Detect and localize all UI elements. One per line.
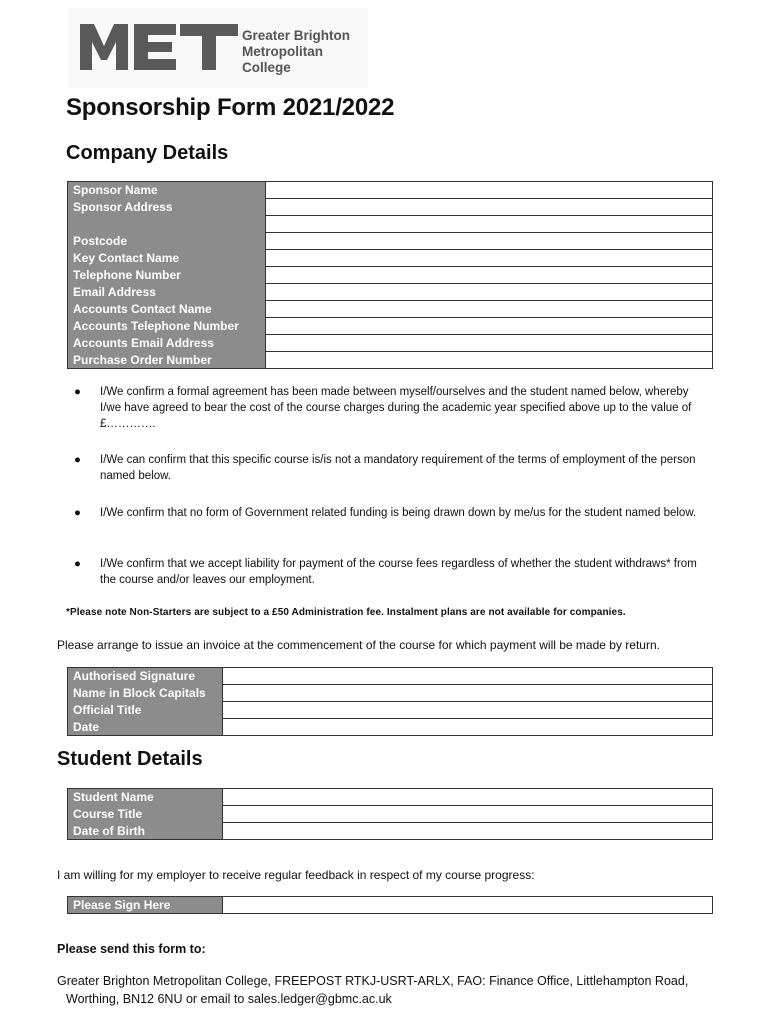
field-input[interactable]	[266, 335, 713, 352]
return-address: Greater Brighton Metropolitan College, FREEPOST RTKJ-USRT-ARLX, FAO: Finance Office, Littlehampton Road, Worthing, BN12 6NU or email to sales.ledger@gbmc.ac.uk	[57, 974, 689, 1006]
field-input[interactable]	[266, 284, 713, 301]
bullet-icon: ●	[74, 454, 81, 466]
form-row	[68, 250, 713, 267]
company-details-table	[67, 181, 713, 369]
form-row	[68, 806, 713, 823]
college-name: Greater Brighton Metropolitan College	[242, 28, 351, 75]
field-input[interactable]	[223, 702, 713, 719]
signature-table	[67, 667, 713, 736]
form-row	[68, 352, 713, 369]
feedback-consent-text: I am willing for my employer to receive regular feedback in respect of my course progress:	[57, 868, 535, 882]
field-input[interactable]	[266, 352, 713, 369]
field-label: Sponsor Address	[68, 199, 266, 216]
field-input[interactable]	[266, 250, 713, 267]
form-row	[68, 182, 713, 199]
form-row	[68, 789, 713, 806]
field-input[interactable]	[223, 668, 713, 685]
confirmation-list	[62, 384, 702, 588]
field-input[interactable]	[223, 789, 713, 806]
field-label: Postcode	[68, 233, 266, 250]
form-row	[68, 267, 713, 284]
field-input[interactable]	[223, 823, 713, 840]
field-label: Student Name	[68, 789, 223, 806]
field-label: Accounts Email Address	[68, 335, 266, 352]
invoice-instruction: Please arrange to issue an invoice at the commencement of the course for which payment will be made by return.	[57, 638, 660, 652]
field-label: Name in Block Capitals	[68, 685, 223, 702]
field-label: Purchase Order Number	[68, 352, 266, 369]
field-input[interactable]	[266, 199, 713, 216]
field-label: Sponsor Name	[68, 182, 266, 199]
field-label: Course Title	[68, 806, 223, 823]
confirmation-item: ● I/We confirm a formal agreement has been made between myself/ourselves and the student named below, whereby I/we have agreed to bear the cost of the course charges during the academic year specified above up to the value of £………….	[74, 386, 692, 430]
met-logo-icon	[80, 22, 240, 72]
form-row	[68, 685, 713, 702]
field-input[interactable]	[266, 301, 713, 318]
student-details-table	[67, 788, 713, 840]
sign-here-field[interactable]	[223, 897, 713, 914]
non-starter-note: *Please note Non-Starters are subject to a £50 Administration fee. Instalment plans are not available for companies.	[66, 607, 626, 618]
sign-here-table	[67, 896, 713, 914]
form-row	[68, 216, 713, 233]
form-row	[68, 335, 713, 352]
bullet-icon: ●	[74, 386, 81, 398]
sign-here-label: Please Sign Here	[68, 897, 223, 914]
field-input[interactable]	[266, 318, 713, 335]
field-input[interactable]	[223, 685, 713, 702]
bullet-icon: ●	[74, 558, 81, 570]
field-input[interactable]	[223, 719, 713, 736]
send-form-heading: Please send this form to:	[57, 942, 206, 956]
field-label: Email Address	[68, 284, 266, 301]
form-row	[68, 702, 713, 719]
field-label: Accounts Telephone Number	[68, 318, 266, 335]
confirmation-item: ● I/We confirm that we accept liability for payment of the course fees regardless of whether the student withdraws* from the course and/or leaves our employment.	[74, 558, 697, 586]
field-label	[68, 216, 266, 233]
field-input[interactable]	[266, 267, 713, 284]
student-details-heading: Student Details	[57, 748, 203, 770]
field-input[interactable]	[266, 233, 713, 250]
college-logo	[68, 8, 368, 88]
form-row	[68, 284, 713, 301]
field-label: Official Title	[68, 702, 223, 719]
field-label: Key Contact Name	[68, 250, 266, 267]
field-label: Accounts Contact Name	[68, 301, 266, 318]
field-input[interactable]	[223, 806, 713, 823]
field-input[interactable]	[266, 182, 713, 199]
form-row	[68, 233, 713, 250]
company-details-heading: Company Details	[66, 142, 229, 164]
form-row	[68, 301, 713, 318]
form-row	[68, 668, 713, 685]
field-label: Telephone Number	[68, 267, 266, 284]
field-label: Date of Birth	[68, 823, 223, 840]
form-row	[68, 823, 713, 840]
field-input[interactable]	[266, 216, 713, 233]
field-label: Authorised Signature	[68, 668, 223, 685]
confirmation-item: ● I/We confirm that no form of Government related funding is being drawn down by me/us for the student named below.	[74, 507, 697, 519]
form-row	[68, 318, 713, 335]
form-row	[68, 719, 713, 736]
form-row	[68, 199, 713, 216]
confirmation-item: ● I/We can confirm that this specific course is/is not a mandatory requirement of the terms of employment of the person named below.	[74, 454, 696, 482]
bullet-icon: ●	[74, 507, 81, 519]
field-label: Date	[68, 719, 223, 736]
form-title: Sponsorship Form 2021/2022	[66, 94, 395, 121]
